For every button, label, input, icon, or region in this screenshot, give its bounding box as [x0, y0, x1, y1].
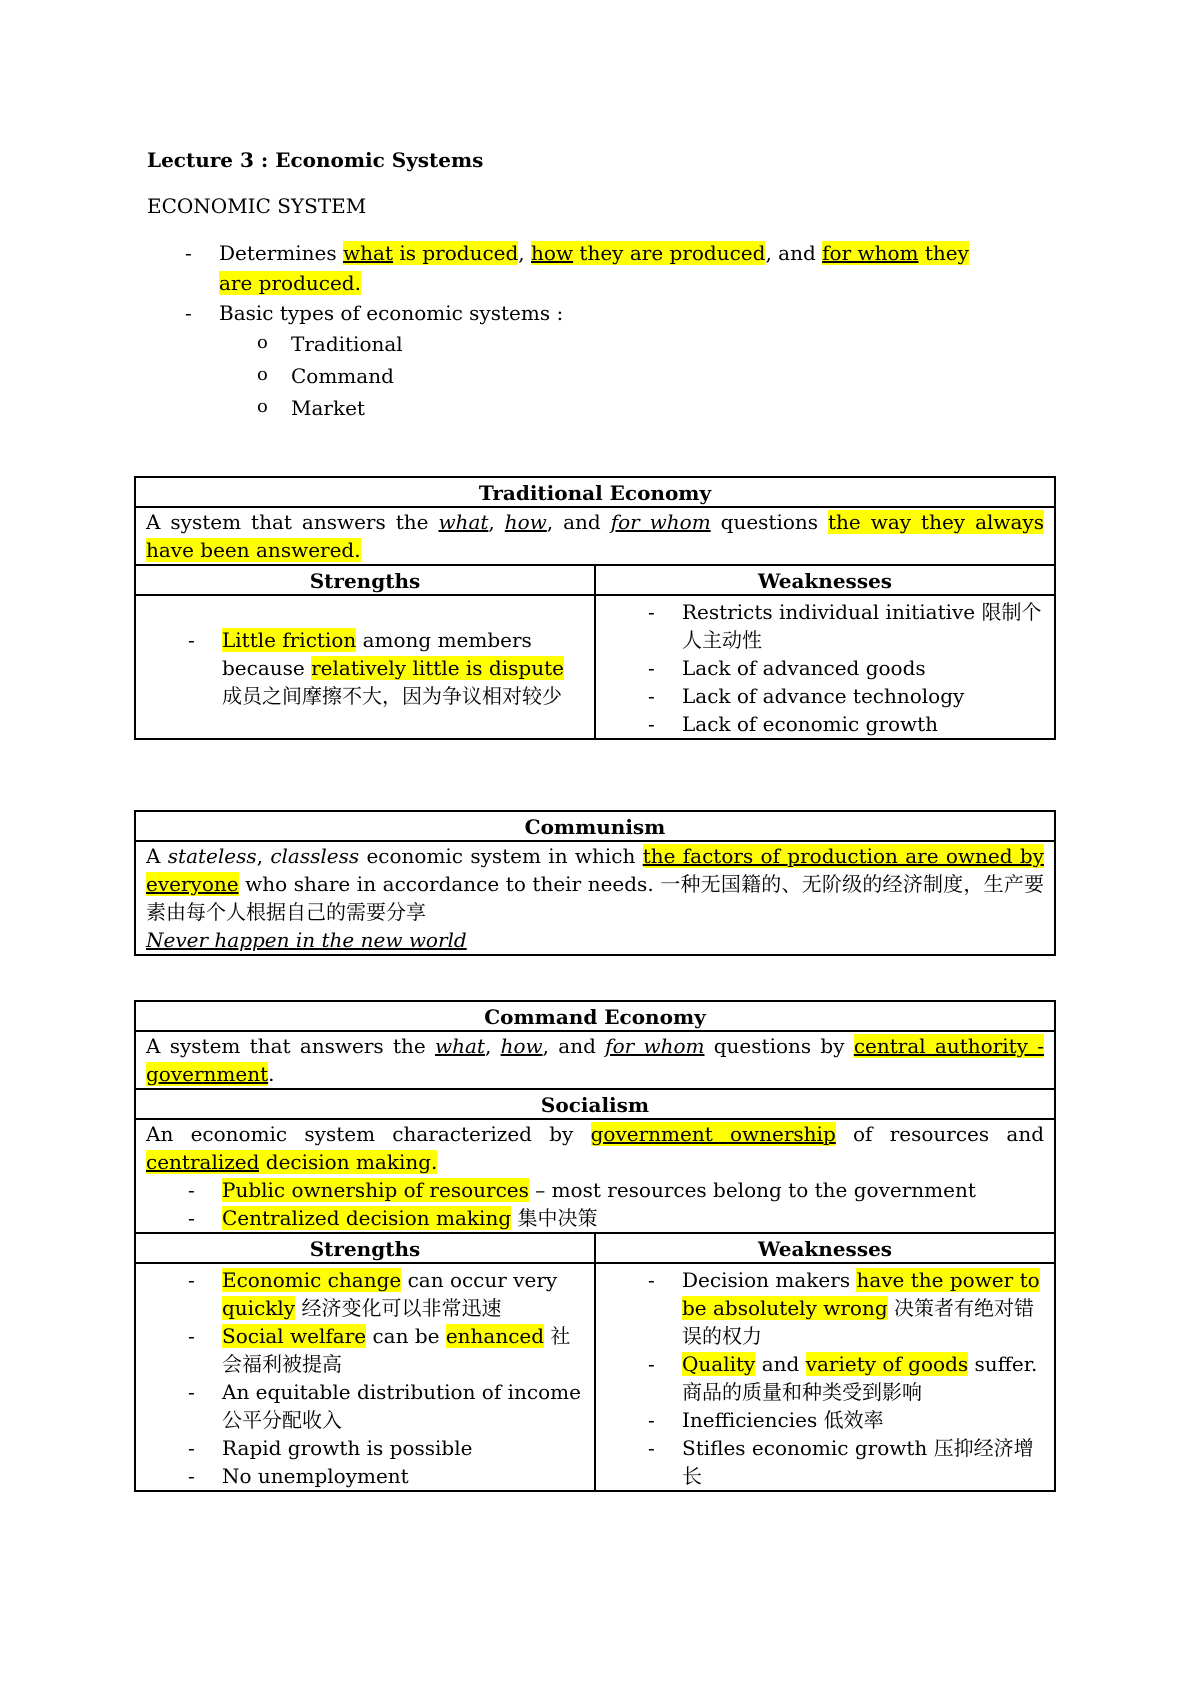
weaknesses-cell — [595, 1263, 1055, 1491]
socialism-definition — [135, 1119, 1055, 1233]
text: 经济变化可以非常迅速 — [295, 1296, 502, 1320]
type-item: o Traditional — [147, 328, 1007, 360]
highlight-text: the way they always have been answered. — [146, 510, 1044, 562]
text: , and — [765, 241, 823, 265]
text: 决策者有绝对错误的权力 — [682, 1296, 1034, 1348]
highlight-how: how — [531, 241, 574, 265]
text: among members because — [222, 628, 532, 680]
text: questions — [710, 510, 829, 534]
highlight-text: is produced — [392, 241, 519, 265]
text: , — [518, 241, 532, 265]
weakness-item: - Lack of advanced goods — [596, 654, 1054, 682]
em-what: what — [438, 510, 489, 534]
highlight-what: what — [343, 241, 393, 265]
weaknesses-cell — [595, 595, 1055, 739]
strengths-cell — [135, 595, 595, 739]
text: 成员之间摩擦不大，因为争议相对较少 — [222, 684, 562, 708]
text: 集中决策 — [511, 1206, 598, 1230]
em-stateless: stateless — [167, 844, 257, 868]
em-how: how — [500, 1034, 543, 1058]
weakness-item — [596, 1266, 1054, 1350]
weakness-item: - Restricts individual initiative 限制个人主动性 — [596, 598, 1054, 654]
highlight-text: they are produced. — [219, 241, 969, 295]
text: , — [484, 1034, 501, 1058]
highlight-text: government ownership — [590, 1122, 836, 1146]
highlight-text: the factors of production are owned by everyone — [146, 844, 1044, 896]
communism-definition — [135, 841, 1055, 955]
type-item: o Market — [147, 392, 1007, 424]
socialism-heading: Socialism — [135, 1089, 1055, 1119]
highlight-text: relatively little is dispute — [311, 656, 564, 680]
traditional-economy-table — [134, 476, 1056, 740]
text: A system that answers the — [146, 1034, 435, 1058]
em-what: what — [434, 1034, 485, 1058]
strength-item: - An equitable distribution of income 公平分配收入 — [136, 1378, 594, 1434]
weakness-item — [596, 1350, 1054, 1406]
highlight-text: decision making. — [259, 1150, 438, 1174]
highlight-text: Social welfare — [222, 1324, 367, 1348]
traditional-definition — [135, 507, 1055, 565]
text: and — [755, 1352, 806, 1376]
strengths-header: Strengths — [135, 1233, 595, 1263]
weaknesses-header: Weaknesses — [595, 1233, 1055, 1263]
weakness-item: - Stifles economic growth 压抑经济增长 — [596, 1434, 1054, 1490]
text: An economic system characterized by — [146, 1122, 591, 1146]
table-heading: Communism — [135, 811, 1055, 841]
intro-item-determines — [147, 238, 1007, 298]
em-for-whom: for whom — [610, 510, 711, 534]
em-classless: classless — [270, 844, 360, 868]
highlight-text: Economic change — [222, 1268, 402, 1292]
strength-item — [136, 1266, 594, 1322]
intro-item-types — [147, 298, 1007, 424]
section-heading: ECONOMIC SYSTEM — [147, 194, 367, 218]
intro-list — [147, 238, 1007, 424]
highlight-for-whom: for whom — [822, 241, 919, 265]
text: Determines — [219, 241, 344, 265]
text: can be — [366, 1324, 446, 1348]
weaknesses-header: Weaknesses — [595, 565, 1055, 595]
socialism-point — [136, 1176, 1054, 1204]
text: 社会福利被提高 — [222, 1324, 571, 1376]
text: A — [146, 844, 168, 868]
text: can occur very — [401, 1268, 558, 1292]
types-label: Basic types of economic systems : — [219, 301, 564, 325]
highlight-text: have the power to be absolutely wrong — [682, 1268, 1040, 1320]
communism-table — [134, 810, 1056, 956]
text: , — [488, 510, 505, 534]
text: of resources and — [835, 1122, 1044, 1146]
highlight-text: Little friction — [222, 628, 357, 652]
text: A system that answers the — [146, 510, 439, 534]
weakness-item: - Lack of economic growth — [596, 710, 1054, 738]
strength-item — [136, 626, 594, 710]
highlight-text: quickly — [222, 1296, 296, 1320]
text: , and — [546, 510, 611, 534]
text: Decision makers — [682, 1268, 857, 1292]
highlight-text: central authority - government — [146, 1034, 1045, 1086]
text: who share in accordance to their needs. 一种无国籍的、无阶级的经济制度，生产要素由每个人根据自己的需要分享 — [146, 872, 1044, 924]
communism-note: Never happen in the new world — [146, 928, 467, 952]
highlight-text: Quality — [682, 1352, 756, 1376]
highlight-text: centralized — [146, 1150, 260, 1174]
text: – most resources belong to the government — [528, 1178, 976, 1202]
text: , and — [542, 1034, 606, 1058]
text: suffer. 商品的质量和种类受到影响 — [682, 1352, 1038, 1404]
text: economic system in which — [359, 844, 643, 868]
em-how: how — [504, 510, 547, 534]
weakness-item: - Inefficiencies 低效率 — [596, 1406, 1054, 1434]
highlight-text: Centralized decision making — [222, 1206, 512, 1230]
strength-item: - Rapid growth is possible — [136, 1434, 594, 1462]
highlight-text: Public ownership of resources — [222, 1178, 529, 1202]
highlight-text: enhanced — [445, 1324, 545, 1348]
text: , — [256, 844, 271, 868]
type-item: o Command — [147, 360, 1007, 392]
table-heading: Command Economy — [135, 1001, 1055, 1031]
text: . — [268, 1062, 275, 1086]
weakness-item: - Lack of advance technology — [596, 682, 1054, 710]
strength-item — [136, 1322, 594, 1378]
em-for-whom: for whom — [605, 1034, 705, 1058]
table-heading: Traditional Economy — [135, 477, 1055, 507]
command-definition — [135, 1031, 1055, 1089]
highlight-text: variety of goods — [805, 1352, 969, 1376]
highlight-text: they are produced — [573, 241, 766, 265]
text: questions by — [704, 1034, 854, 1058]
command-economy-table — [134, 1000, 1056, 1492]
strength-item: - No unemployment — [136, 1462, 594, 1490]
strengths-cell — [135, 1263, 595, 1491]
socialism-point — [136, 1204, 1054, 1232]
lecture-title: Lecture 3 : Economic Systems — [147, 148, 484, 172]
strengths-header: Strengths — [135, 565, 595, 595]
